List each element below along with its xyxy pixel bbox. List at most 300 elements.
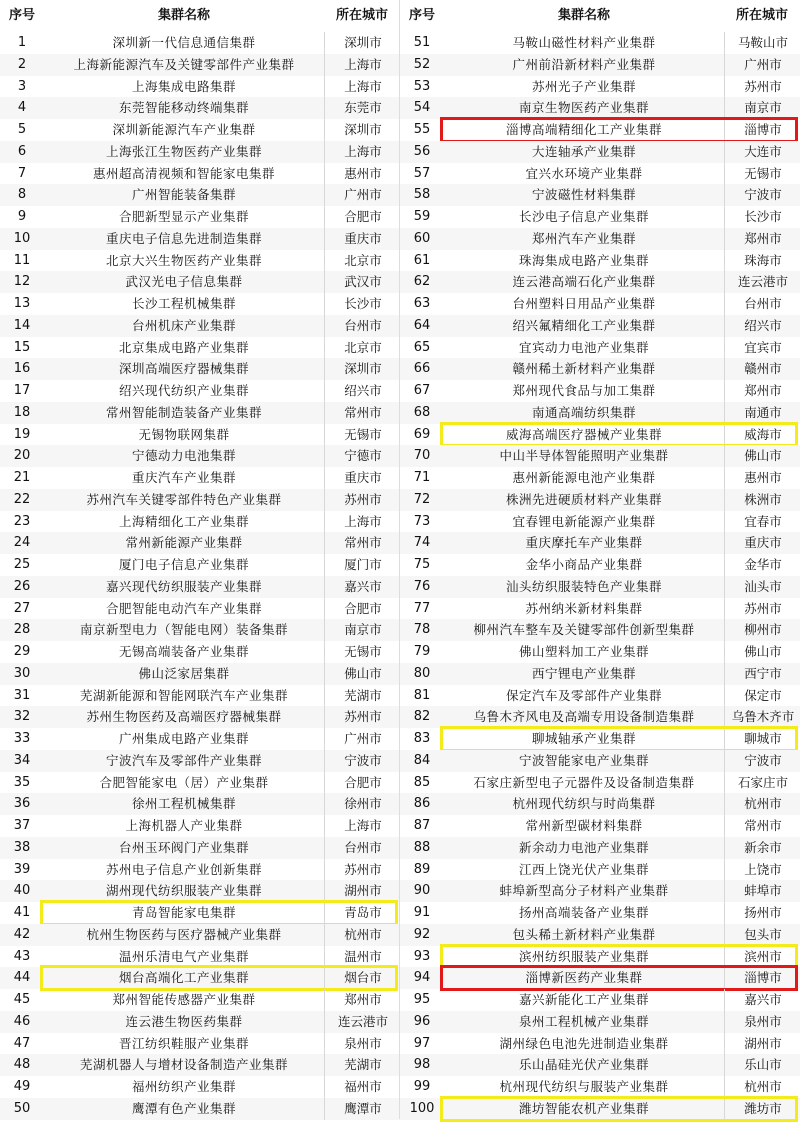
table-row [400, 706, 800, 728]
cluster-name: 苏州电子信息产业创新集群 [105, 861, 262, 877]
city-name: 芜湖市 [324, 1054, 401, 1076]
city-name: 新余市 [724, 837, 800, 859]
city-name: 佛山市 [724, 641, 800, 663]
row-index: 50 [13, 1100, 31, 1116]
cluster-name: 深圳新一代信息通信集群 [112, 35, 256, 50]
cluster-name: 芜湖新能源和智能网联汽车产业集群 [79, 687, 288, 703]
table-row [0, 967, 400, 989]
cluster-name: 台州机床产业集群 [131, 317, 236, 333]
row-index: 84 [413, 752, 431, 768]
row-index: 68 [413, 404, 431, 420]
cluster-name: 汕头纺织服装特色产业集群 [505, 578, 662, 594]
table-row [0, 706, 400, 728]
row-index: 83 [413, 731, 431, 746]
cluster-table-left [0, 0, 400, 1119]
city-name: 郑州市 [724, 380, 800, 402]
city-name: 宁波市 [724, 750, 800, 772]
city-name: 鹰潭市 [324, 1098, 401, 1120]
cluster-name: 连云港生物医药集群 [125, 1013, 243, 1029]
row-index: 15 [13, 339, 31, 355]
city-name: 台州市 [324, 837, 401, 859]
city-name: 广州市 [324, 184, 401, 206]
table-row [400, 54, 800, 76]
header-index: 序号 [408, 8, 435, 23]
row-index: 18 [13, 404, 31, 420]
row-index: 7 [17, 165, 27, 181]
table-row [0, 402, 400, 424]
row-index: 28 [13, 622, 31, 638]
row-index: 1 [17, 35, 27, 50]
table-row [0, 184, 400, 206]
cluster-name: 淄博新医药产业集群 [525, 970, 643, 986]
table-row [400, 141, 800, 163]
table-row [400, 380, 800, 402]
cluster-name: 绍兴氟精细化工产业集群 [512, 317, 656, 333]
cluster-name: 嘉兴现代纺织服装产业集群 [105, 578, 262, 594]
row-index: 3 [17, 78, 27, 94]
header-city: 所在城市 [735, 8, 788, 23]
city-name: 北京市 [324, 337, 401, 359]
city-name: 苏州市 [324, 489, 401, 511]
city-name: 重庆市 [724, 532, 800, 554]
table-row [0, 250, 400, 272]
city-name: 苏州市 [724, 598, 800, 620]
table-row [0, 141, 400, 163]
table-row [400, 32, 800, 54]
city-name: 惠州市 [324, 163, 401, 185]
city-name: 合肥市 [324, 206, 401, 228]
table-row [400, 598, 800, 620]
row-index: 20 [13, 448, 31, 464]
row-index: 32 [13, 709, 31, 725]
row-index: 97 [413, 1035, 431, 1051]
table-row [400, 206, 800, 228]
row-index: 24 [13, 535, 31, 551]
table-row [0, 380, 400, 402]
row-index: 92 [413, 926, 431, 942]
row-index: 93 [413, 948, 431, 964]
city-name: 上海市 [324, 815, 401, 837]
cluster-name: 常州智能制造装备产业集群 [105, 404, 262, 420]
header-index: 序号 [8, 8, 35, 23]
city-name: 武汉市 [324, 271, 401, 293]
row-index: 67 [413, 383, 431, 398]
table-row [0, 837, 400, 859]
row-index: 22 [13, 491, 31, 507]
row-index: 12 [13, 274, 31, 290]
row-index: 38 [13, 839, 31, 855]
city-name: 南京市 [324, 619, 401, 641]
cluster-name: 扬州高端装备产业集群 [518, 905, 649, 920]
row-index: 13 [13, 296, 31, 311]
city-name: 杭州市 [324, 924, 401, 946]
row-index: 81 [413, 687, 431, 703]
table-row [400, 511, 800, 533]
cluster-name: 无锡高端装备产业集群 [118, 644, 249, 659]
cluster-name: 宁德动力电池集群 [131, 448, 236, 464]
row-index: 98 [413, 1057, 431, 1073]
row-index: 72 [413, 491, 431, 507]
cluster-name: 大连轴承产业集群 [531, 143, 636, 159]
city-name: 乐山市 [724, 1054, 800, 1076]
row-index: 45 [13, 992, 31, 1007]
table-row [0, 902, 400, 924]
cluster-name: 柳州汽车整车及关键零部件创新型集群 [473, 622, 695, 638]
city-name: 马鞍山市 [724, 32, 800, 54]
city-name: 聊城市 [724, 728, 800, 750]
cluster-name: 江西上饶光伏产业集群 [518, 861, 649, 877]
table-header [0, 0, 400, 32]
row-index: 60 [413, 230, 431, 246]
table-row [0, 54, 400, 76]
city-name: 合肥市 [324, 772, 401, 794]
row-index: 31 [13, 687, 31, 703]
cluster-name: 连云港高端石化产业集群 [512, 274, 656, 290]
row-index: 85 [413, 774, 431, 790]
city-name: 杭州市 [724, 793, 800, 815]
row-index: 75 [413, 557, 431, 572]
table-row [0, 989, 400, 1011]
cluster-name: 南京新型电力（智能电网）装备集群 [79, 622, 288, 638]
header-name: 集群名称 [557, 8, 610, 23]
table-row [400, 641, 800, 663]
table-row [400, 619, 800, 641]
city-name: 绍兴市 [324, 380, 401, 402]
row-index: 62 [413, 274, 431, 290]
cluster-name: 佛山塑料加工产业集群 [518, 644, 649, 659]
row-index: 64 [413, 317, 431, 333]
table-row [400, 946, 800, 968]
row-index: 14 [13, 317, 31, 333]
city-name: 长沙市 [724, 206, 800, 228]
city-name: 上饶市 [724, 859, 800, 881]
cluster-name: 威海高端医疗器械产业集群 [505, 426, 662, 442]
row-index: 42 [13, 926, 31, 942]
cluster-name: 福州纺织产业集群 [131, 1079, 236, 1094]
cluster-name: 台州塑料日用品产业集群 [512, 296, 656, 311]
city-name: 东莞市 [324, 97, 401, 119]
city-name: 惠州市 [724, 467, 800, 489]
cluster-name: 绍兴现代纺织产业集群 [118, 383, 249, 398]
city-name: 广州市 [324, 728, 401, 750]
cluster-name: 深圳高端医疗器械集群 [118, 361, 249, 377]
row-index: 61 [413, 252, 431, 268]
table-row [400, 924, 800, 946]
cluster-name: 郑州智能传感器产业集群 [112, 992, 256, 1007]
header-city: 所在城市 [335, 8, 388, 23]
city-name: 宁波市 [724, 184, 800, 206]
row-index: 79 [413, 644, 431, 659]
cluster-name: 苏州汽车关键零部件特色产业集群 [86, 491, 282, 507]
table-row [400, 859, 800, 881]
cluster-name: 南京生物医药产业集群 [518, 100, 649, 116]
table-row [0, 859, 400, 881]
table-row [400, 793, 800, 815]
table-row [0, 424, 400, 446]
cluster-name: 上海集成电路集群 [131, 78, 236, 94]
city-name: 重庆市 [324, 467, 401, 489]
city-name: 南通市 [724, 402, 800, 424]
city-name: 南京市 [724, 97, 800, 119]
cluster-name: 蚌埠新型高分子材料产业集群 [499, 883, 669, 899]
cluster-name: 佛山泛家居集群 [138, 665, 230, 681]
table-row [0, 924, 400, 946]
row-index: 2 [17, 56, 27, 72]
table-row [400, 163, 800, 185]
table-row [0, 1011, 400, 1033]
row-index: 35 [13, 774, 31, 790]
table-row [0, 772, 400, 794]
table-row [0, 97, 400, 119]
table-row [0, 1076, 400, 1098]
row-index: 40 [13, 883, 31, 899]
table-row [0, 793, 400, 815]
row-index: 56 [413, 143, 431, 159]
table-row [0, 554, 400, 576]
cluster-name: 鹰潭有色产业集群 [131, 1100, 236, 1116]
row-index: 88 [413, 839, 431, 855]
row-index: 41 [13, 905, 31, 920]
row-index: 66 [413, 361, 431, 377]
cluster-name: 合肥智能家电（居）产业集群 [99, 774, 269, 790]
city-name: 上海市 [324, 141, 401, 163]
cluster-name: 湖州绿色电池先进制造业集群 [499, 1035, 669, 1051]
table-row [400, 337, 800, 359]
row-index: 77 [413, 600, 431, 616]
city-name: 杭州市 [724, 1076, 800, 1098]
table-row [0, 337, 400, 359]
row-index: 30 [13, 665, 31, 681]
cluster-name: 西宁锂电产业集群 [531, 665, 636, 681]
cluster-name: 郑州汽车产业集群 [531, 230, 636, 246]
table-row [400, 271, 800, 293]
row-index: 49 [13, 1079, 31, 1094]
cluster-name: 上海张江生物医药产业集群 [105, 143, 262, 159]
table-row [400, 880, 800, 902]
cluster-name: 潍坊智能农机产业集群 [518, 1100, 649, 1116]
row-index: 70 [413, 448, 431, 464]
row-index: 63 [413, 296, 431, 311]
city-name: 连云港市 [724, 271, 800, 293]
cluster-name: 武汉光电子信息集群 [125, 274, 243, 290]
row-index: 33 [13, 731, 31, 746]
row-index: 71 [413, 470, 431, 485]
row-index: 51 [413, 35, 431, 50]
table-row [400, 76, 800, 98]
row-index: 53 [413, 78, 431, 94]
row-index: 90 [413, 883, 431, 899]
table-row [400, 837, 800, 859]
row-index: 89 [413, 861, 431, 877]
city-name: 郑州市 [324, 989, 401, 1011]
city-name: 株洲市 [724, 489, 800, 511]
city-name: 大连市 [724, 141, 800, 163]
table-row [0, 663, 400, 685]
city-name: 淄博市 [724, 967, 800, 989]
city-name: 常州市 [724, 815, 800, 837]
row-index: 91 [413, 905, 431, 920]
cluster-name: 惠州新能源电池产业集群 [512, 470, 656, 485]
cluster-name: 包头稀土新材料产业集群 [512, 926, 656, 942]
row-index: 87 [413, 818, 431, 833]
city-name: 宁德市 [324, 445, 401, 467]
row-index: 26 [13, 578, 31, 594]
table-row [400, 1076, 800, 1098]
cluster-name: 杭州现代纺织与时尚集群 [512, 796, 656, 812]
table-row [400, 467, 800, 489]
cluster-name: 厦门电子信息产业集群 [118, 557, 249, 572]
row-index: 6 [17, 143, 27, 159]
table-row [400, 97, 800, 119]
row-index: 73 [413, 513, 431, 529]
table-row [0, 511, 400, 533]
table-row [400, 358, 800, 380]
table-header [400, 0, 800, 32]
city-name: 嘉兴市 [724, 989, 800, 1011]
cluster-name: 乐山晶硅光伏产业集群 [518, 1057, 649, 1073]
row-index: 59 [413, 209, 431, 224]
city-name: 金华市 [724, 554, 800, 576]
cluster-name: 广州智能装备集群 [131, 187, 236, 203]
city-name: 深圳市 [324, 32, 401, 54]
table-row [400, 402, 800, 424]
row-index: 100 [409, 1100, 435, 1116]
row-index: 78 [413, 622, 431, 638]
table-row [400, 445, 800, 467]
city-name: 徐州市 [324, 793, 401, 815]
cluster-name: 嘉兴新能化工产业集群 [518, 992, 649, 1007]
city-name: 乌鲁木齐市 [724, 706, 800, 728]
row-index: 82 [413, 709, 431, 725]
table-row [400, 119, 800, 141]
cluster-name: 深圳新能源汽车产业集群 [112, 122, 256, 137]
city-name: 厦门市 [324, 554, 401, 576]
row-index: 65 [413, 339, 431, 355]
city-name: 石家庄市 [724, 772, 800, 794]
table-row [400, 315, 800, 337]
cluster-name: 宜兴水环境产业集群 [525, 165, 643, 181]
cluster-name: 宁波磁性材料集群 [531, 187, 636, 203]
cluster-name: 晋江纺织鞋服产业集群 [118, 1035, 249, 1051]
city-name: 苏州市 [324, 706, 401, 728]
city-name: 上海市 [324, 54, 401, 76]
cluster-name: 苏州纳米新材料集群 [525, 600, 643, 616]
row-index: 17 [13, 383, 31, 398]
cluster-name: 滨州纺织服装产业集群 [518, 948, 649, 964]
header-name: 集群名称 [157, 8, 210, 23]
cluster-name: 乌鲁木齐风电及高端专用设备制造集群 [473, 709, 695, 725]
city-name: 台州市 [324, 315, 401, 337]
city-name: 潍坊市 [724, 1098, 800, 1120]
city-name: 青岛市 [324, 902, 401, 924]
cluster-name: 上海机器人产业集群 [125, 818, 243, 833]
table-row [400, 1098, 800, 1120]
table-row [0, 206, 400, 228]
city-name: 台州市 [724, 293, 800, 315]
table-row [400, 576, 800, 598]
city-name: 北京市 [324, 250, 401, 272]
table-row [400, 815, 800, 837]
table-row [0, 532, 400, 554]
city-name: 上海市 [324, 76, 401, 98]
table-row [400, 228, 800, 250]
row-index: 36 [13, 796, 31, 812]
cluster-name: 湖州现代纺织服装产业集群 [105, 883, 262, 899]
cluster-name: 长沙工程机械集群 [131, 296, 236, 311]
table-row [400, 967, 800, 989]
row-index: 25 [13, 557, 31, 572]
city-name: 温州市 [324, 946, 401, 968]
table-row [0, 619, 400, 641]
row-index: 34 [13, 752, 31, 768]
row-index: 10 [13, 230, 31, 246]
row-index: 76 [413, 578, 431, 594]
city-name: 长沙市 [324, 293, 401, 315]
city-name: 上海市 [324, 511, 401, 533]
city-name: 常州市 [324, 402, 401, 424]
cluster-name: 重庆电子信息先进制造集群 [105, 230, 262, 246]
table-row [0, 1098, 400, 1120]
table-row [0, 445, 400, 467]
row-index: 23 [13, 513, 31, 529]
city-name: 绍兴市 [724, 315, 800, 337]
city-name: 苏州市 [324, 859, 401, 881]
row-index: 94 [413, 970, 431, 986]
cluster-name: 惠州超高清视频和智能家电集群 [92, 165, 275, 181]
cluster-table-right [400, 0, 800, 1119]
row-index: 86 [413, 796, 431, 812]
table-row [400, 772, 800, 794]
cluster-name: 烟台高端化工产业集群 [118, 970, 249, 986]
cluster-name: 苏州光子产业集群 [531, 78, 636, 94]
cluster-name: 宜宾动力电池产业集群 [518, 339, 649, 355]
row-index: 8 [17, 187, 27, 203]
table-row [0, 598, 400, 620]
table-row [0, 946, 400, 968]
row-index: 9 [17, 209, 27, 224]
table-row [400, 489, 800, 511]
table-row [0, 293, 400, 315]
cluster-name: 马鞍山磁性材料产业集群 [512, 35, 656, 50]
city-name: 赣州市 [724, 358, 800, 380]
city-name: 珠海市 [724, 250, 800, 272]
table-row [400, 750, 800, 772]
row-index: 80 [413, 665, 431, 681]
row-index: 47 [13, 1035, 31, 1051]
row-index: 99 [413, 1079, 431, 1094]
cluster-name: 淄博高端精细化工产业集群 [505, 122, 662, 137]
cluster-name: 宜春锂电新能源产业集群 [512, 513, 656, 529]
city-name: 宁波市 [324, 750, 401, 772]
table-row [400, 685, 800, 707]
cluster-name: 保定汽车及零部件产业集群 [505, 687, 662, 703]
row-index: 37 [13, 818, 31, 833]
city-name: 湖州市 [324, 880, 401, 902]
row-index: 4 [17, 100, 27, 116]
table-row [0, 32, 400, 54]
cluster-name: 金华小商品产业集群 [525, 557, 643, 572]
table-row [0, 1054, 400, 1076]
city-name: 福州市 [324, 1076, 401, 1098]
cluster-name: 常州新型碳材料集群 [525, 818, 643, 833]
cluster-name: 温州乐清电气产业集群 [118, 948, 249, 964]
table-row [0, 750, 400, 772]
city-name: 常州市 [324, 532, 401, 554]
row-index: 39 [13, 861, 31, 877]
row-index: 57 [413, 165, 431, 181]
city-name: 无锡市 [724, 163, 800, 185]
city-name: 合肥市 [324, 598, 401, 620]
